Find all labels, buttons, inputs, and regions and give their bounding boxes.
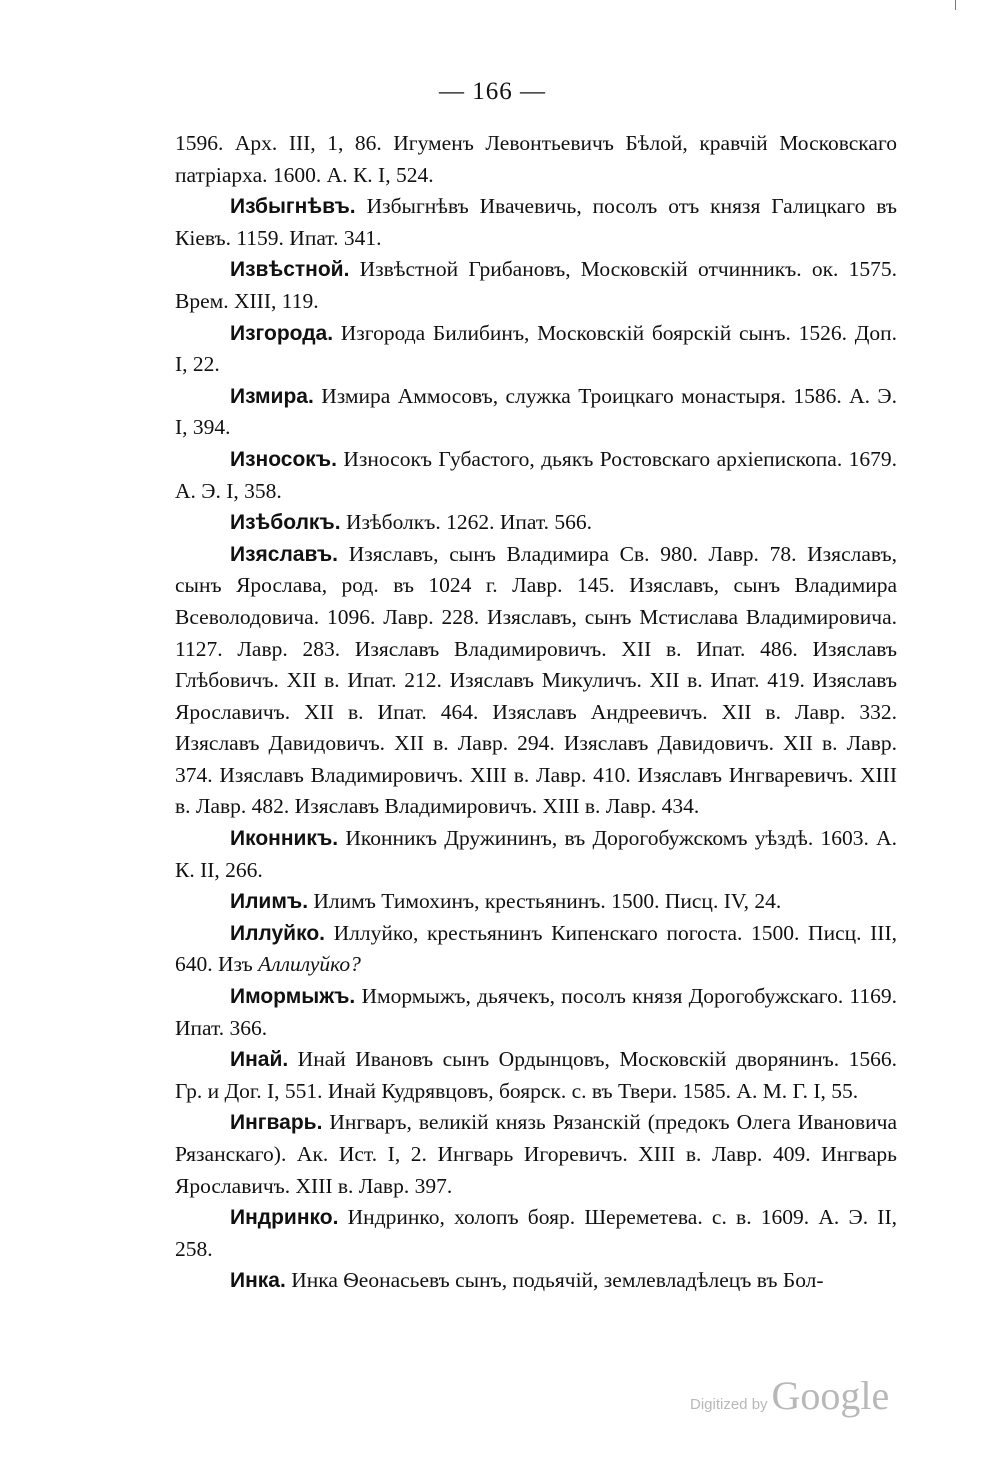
entry-headword: Имормыжъ. — [230, 985, 356, 1009]
entry-text: Износокъ Губастого, дьякъ Ростовскаго архіепископа. 1679. А. Э. I, 358. — [175, 446, 897, 503]
dictionary-text — [175, 128, 897, 1297]
entry-headword: Изѣболкъ. — [230, 511, 341, 535]
entry-text: Индринко, холопъ бояр. Шереметева. с. в. 1609. А. Э. II, 258. — [175, 1205, 897, 1261]
page-number: — 166 — — [439, 78, 546, 105]
entry-ingvar — [175, 1107, 897, 1202]
entry-izgoroda — [175, 318, 897, 381]
entry-indrinko — [175, 1202, 897, 1265]
entry-text: Изгорода Билибинъ, Московскій боярскій сынъ. 1526. Доп. I, 22. — [175, 320, 898, 377]
entry-italic-note: Аллилуйко? — [258, 952, 361, 977]
entry-izbygnev — [175, 191, 897, 254]
entry-headword: Ингварь. — [230, 1111, 323, 1135]
entry-headword: Изгорода. — [230, 321, 334, 345]
entry-imormyzh — [175, 981, 897, 1044]
entry-izebolk — [175, 507, 897, 539]
entry-text: Измира Аммосовъ, служка Троицкаго монастыря. 1586. А. Э. I, 394. — [175, 383, 898, 440]
entry-text: Избыгнѣвъ Ивачевичь, посолъ отъ князя Галицкаго въ Кіевъ. 1159. Ипат. 341. — [175, 194, 898, 250]
entry-headword: Индринко. — [230, 1206, 339, 1230]
entry-text: Ингваръ, великій князь Рязанскій (предокъ Олега Ивановича Рязанскаго). Ак. Ист. I, 2. Ингварь Игоревичъ. XIII в. Лавр. 409. Ингварь Ярославичъ. XIII в. Лавр. 397. — [175, 1110, 897, 1198]
entry-inay — [175, 1044, 897, 1107]
entry-ikonnik — [175, 823, 897, 886]
entry-headword: Измира. — [230, 384, 314, 408]
entry-text: Извѣстной Грибановъ, Московскій отчинникъ. ок. 1575. Врем. XIII, 119. — [175, 257, 898, 313]
entry-headword: Извѣстной. — [230, 258, 350, 282]
digitized-by-google-watermark — [690, 1372, 889, 1419]
watermark-small-text: Digitized by — [690, 1396, 768, 1413]
entry-text: 1596. Арх. III, 1, 86. Игуменъ Левонтьевичъ Бѣлой, кравчій Московскаго патріарха. 1600. А. К. I, 524. — [175, 131, 897, 187]
entry-text: Инка Ѳеонасьевъ сынъ, подьячій, землевладѣлецъ въ Бол- — [291, 1268, 824, 1293]
entry-iznosok — [175, 444, 897, 507]
entry-headword: Избыгнѣвъ. — [230, 195, 356, 219]
entry-continuation — [175, 128, 897, 191]
entry-izmira — [175, 381, 897, 444]
google-logo: Google — [771, 1373, 890, 1418]
entry-inka — [175, 1265, 897, 1297]
entry-text: Иконникъ Дружининъ, въ Дорогобужскомъ уѣздѣ. 1603. А. К. II, 266. — [175, 826, 897, 882]
entry-illuyko — [175, 918, 897, 981]
entry-headword: Иллуйко. — [230, 921, 325, 945]
entry-headword: Инка. — [230, 1269, 286, 1293]
page-edge-mark — [955, 0, 956, 10]
entry-text: Инай Ивановъ сынъ Ордынцовъ, Московскій дворянинъ. 1566. Гр. и Дог. I, 551. Инай Кудрявцовъ, боярск. с. въ Твери. 1585. А. М. Г. I, 55. — [175, 1047, 898, 1103]
entry-headword: Изяславъ. — [230, 542, 339, 566]
entry-izvestnoy — [175, 254, 897, 317]
entry-text: Иллуйко, крестьянинъ Кипенскаго погоста. 1500. Писц. III, 640. Изъ — [175, 920, 897, 977]
entry-ilim — [175, 886, 897, 918]
entry-text: Имормыжъ, дьячекъ, посолъ князя Дорогобужскаго. 1169. Ипат. 366. — [175, 984, 897, 1040]
entry-text: Илимъ Тимохинъ, крестьянинъ. 1500. Писц. IV, 24. — [313, 889, 782, 914]
entry-text: Изѣболкъ. 1262. Ипат. 566. — [345, 510, 593, 535]
entry-headword: Износокъ. — [230, 447, 337, 471]
entry-headword: Иконникъ. — [230, 827, 339, 851]
entry-izyaslav — [175, 539, 897, 823]
entry-headword: Инай. — [230, 1048, 289, 1072]
entry-headword: Илимъ. — [230, 890, 309, 914]
entry-text: Изяславъ, сынъ Владимира Св. 980. Лавр. 78. Изяславъ, сынъ Ярослава, род. въ 1024 г. Лавр. 145. Изяславъ, сынъ Владимира Всеволодовича. 1096. Лавр. 228. Изяславъ, сынъ Мстислава Владимировича. 1127. Лавр. 283. Изяславъ Владимировичъ. XII в. Ипат. 486. Изяславъ Глѣбовичъ. XII в. Ипат. 212. Изяславъ Микуличъ. XII в. Ипат. 419. Изяславъ Ярославичъ. XII в. Ипат. 464. Изяславъ Андреевичъ. XII в. Лавр. 332. Изяславъ Давидовичъ. XII в. Лавр. 294. Изяславъ Давидовичъ. XII в. Лавр. 374. Изяславъ Владимировичъ. XIII в. Лавр. 410. Изяславъ Ингваревичъ. XIII в. Лавр. 482. Изяславъ Владимировичъ. XIII в. Лавр. 434. — [175, 541, 897, 819]
